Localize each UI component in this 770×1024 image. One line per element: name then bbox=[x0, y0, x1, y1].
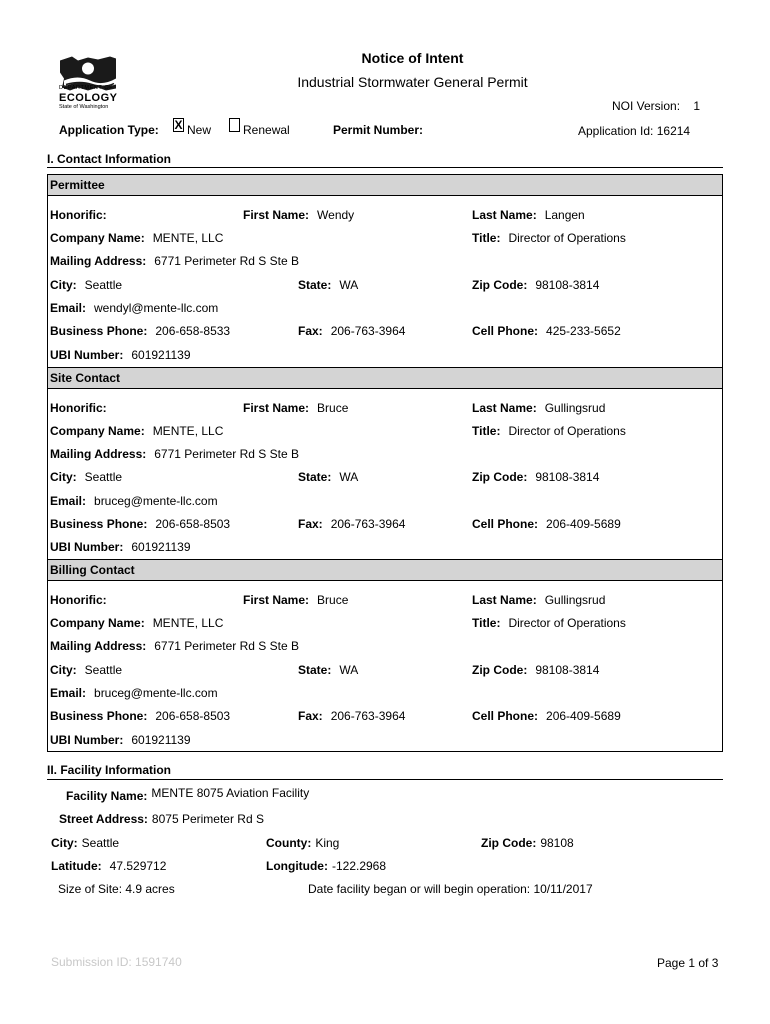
site-city-value: Seattle bbox=[84, 470, 123, 484]
billing-email bbox=[50, 686, 218, 700]
site-zip bbox=[472, 470, 599, 484]
permittee-last-name bbox=[472, 208, 585, 222]
permittee-fax bbox=[298, 324, 405, 338]
billing-state-value: WA bbox=[339, 663, 359, 677]
facility-zip-label: Zip Code: bbox=[481, 836, 537, 850]
billing-fax bbox=[298, 709, 405, 723]
site-email-value: bruceg@mente-llc.com bbox=[94, 494, 218, 508]
site-title-value: Director of Operations bbox=[508, 424, 626, 438]
size-of-site: Size of Site: 4.9 acres bbox=[58, 882, 175, 896]
permittee-company-value: MENTE, LLC bbox=[152, 231, 224, 245]
site-company-value: MENTE, LLC bbox=[152, 424, 224, 438]
permittee-mailing-address-value: 6771 Perimeter Rd S Ste B bbox=[154, 254, 299, 268]
page-title: Notice of Intent bbox=[361, 50, 464, 66]
site-last-name bbox=[472, 401, 605, 415]
email-label: Email: bbox=[50, 301, 87, 315]
city-label: City: bbox=[50, 663, 77, 677]
cell-phone-label: Cell Phone: bbox=[472, 324, 539, 338]
billing-first-name bbox=[243, 593, 348, 607]
agency-ecology: ECOLOGY bbox=[59, 91, 118, 104]
site-state-value: WA bbox=[339, 470, 359, 484]
honorific-label: Honorific: bbox=[50, 208, 107, 222]
title-label: Title: bbox=[472, 424, 501, 438]
permittee-business-phone-value: 206-658-8533 bbox=[155, 324, 231, 338]
billing-first-name-value: Bruce bbox=[317, 593, 349, 607]
first-name-label: First Name: bbox=[243, 401, 310, 415]
application-type-label: Application Type: bbox=[59, 123, 159, 137]
page-number: Page 1 of 3 bbox=[657, 956, 719, 970]
billing-ubi bbox=[50, 733, 191, 747]
billing-title bbox=[472, 616, 626, 630]
facility-longitude bbox=[266, 859, 386, 873]
zip-code-label: Zip Code: bbox=[472, 470, 528, 484]
agency-state: State of Washington bbox=[59, 103, 109, 110]
billing-zip bbox=[472, 663, 599, 677]
site-fax-value: 206-763-3964 bbox=[330, 517, 406, 531]
county-value: King bbox=[315, 836, 340, 850]
new-checkbox[interactable]: X bbox=[174, 118, 183, 132]
business-phone-label: Business Phone: bbox=[50, 324, 148, 338]
billing-honorific-value bbox=[107, 593, 115, 607]
renewal-label: Renewal bbox=[243, 123, 290, 137]
business-phone-label: Business Phone: bbox=[50, 517, 148, 531]
latitude-value: 47.529712 bbox=[109, 859, 167, 873]
site-mailing-address-value: 6771 Perimeter Rd S Ste B bbox=[154, 447, 299, 461]
billing-cell-phone-value: 206-409-5689 bbox=[546, 709, 621, 723]
site-business-phone-value: 206-658-8503 bbox=[155, 517, 231, 531]
new-label: New bbox=[187, 123, 212, 137]
facility-name-label: Facility Name: bbox=[66, 789, 148, 803]
site-honorific bbox=[50, 401, 115, 415]
permittee-title bbox=[472, 231, 626, 245]
site-email bbox=[50, 494, 218, 508]
cell-phone-label: Cell Phone: bbox=[472, 709, 539, 723]
billing-fax-value: 206-763-3964 bbox=[330, 709, 406, 723]
city-label: City: bbox=[50, 470, 77, 484]
permittee-business-phone bbox=[50, 324, 230, 338]
permittee-zip bbox=[472, 278, 599, 292]
cell-phone-label: Cell Phone: bbox=[472, 517, 539, 531]
mailing-address-label: Mailing Address: bbox=[50, 254, 147, 268]
street-address-value: 8075 Perimeter Rd S bbox=[151, 812, 264, 826]
last-name-label: Last Name: bbox=[472, 208, 537, 222]
permittee-city bbox=[50, 278, 122, 292]
contact-section-rule bbox=[47, 167, 723, 168]
billing-cell-phone bbox=[472, 709, 621, 723]
billing-zip-value: 98108-3814 bbox=[535, 663, 600, 677]
longitude-label: Longitude: bbox=[266, 859, 328, 873]
facility-city-value: Seattle bbox=[81, 836, 120, 850]
billing-business-phone-value: 206-658-8503 bbox=[155, 709, 231, 723]
facility-zip-value: 98108 bbox=[540, 836, 574, 850]
site-business-phone bbox=[50, 517, 230, 531]
permittee-first-name-value: Wendy bbox=[317, 208, 355, 222]
ubi-number-label: UBI Number: bbox=[50, 540, 124, 554]
facility-name-value: MENTE 8075 Aviation Facility bbox=[151, 786, 310, 800]
page-subtitle: Industrial Stormwater General Permit bbox=[297, 74, 528, 90]
renewal-checkbox[interactable] bbox=[229, 118, 240, 132]
first-name-label: First Name: bbox=[243, 593, 310, 607]
submission-id: Submission ID: 1591740 bbox=[51, 955, 182, 969]
permittee-ubi-value: 601921139 bbox=[131, 348, 191, 362]
permittee-mailing-address bbox=[50, 254, 299, 268]
zip-code-label: Zip Code: bbox=[472, 663, 528, 677]
site-cell-phone-value: 206-409-5689 bbox=[546, 517, 621, 531]
application-id-label: Application Id: bbox=[578, 124, 654, 138]
noi-version-value: 1 bbox=[693, 99, 701, 113]
fax-label: Fax: bbox=[298, 709, 323, 723]
billing-ubi-value: 601921139 bbox=[131, 733, 191, 747]
title-label: Title: bbox=[472, 616, 501, 630]
city-label: City: bbox=[50, 278, 77, 292]
facility-section-title: II. Facility Information bbox=[47, 763, 172, 777]
site-first-name bbox=[243, 401, 348, 415]
fax-label: Fax: bbox=[298, 324, 323, 338]
permittee-honorific bbox=[50, 208, 115, 222]
billing-city-value: Seattle bbox=[84, 663, 123, 677]
latitude-label: Latitude: bbox=[51, 859, 102, 873]
zip-code-label: Zip Code: bbox=[472, 278, 528, 292]
date-began-operation: Date facility began or will begin operation: 10/11/2017 bbox=[308, 882, 593, 896]
site-last-name-value: Gullingsrud bbox=[544, 401, 606, 415]
fax-label: Fax: bbox=[298, 517, 323, 531]
site-fax bbox=[298, 517, 405, 531]
site-cell-phone bbox=[472, 517, 621, 531]
state-label: State: bbox=[298, 663, 332, 677]
site-contact-heading: Site Contact bbox=[48, 367, 722, 389]
site-city bbox=[50, 470, 122, 484]
permittee-honorific-value bbox=[107, 208, 115, 222]
agency-department: DEPARTMENT OF bbox=[59, 85, 114, 91]
permittee-zip-value: 98108-3814 bbox=[535, 278, 600, 292]
facility-latitude bbox=[51, 859, 166, 873]
permittee-last-name-value: Langen bbox=[544, 208, 585, 222]
site-state bbox=[298, 470, 358, 484]
billing-title-value: Director of Operations bbox=[508, 616, 626, 630]
facility-city bbox=[51, 836, 119, 850]
honorific-label: Honorific: bbox=[50, 593, 107, 607]
permit-number-label: Permit Number: bbox=[333, 123, 424, 137]
facility-section-rule bbox=[47, 779, 723, 780]
email-label: Email: bbox=[50, 686, 87, 700]
mailing-address-label: Mailing Address: bbox=[50, 639, 147, 653]
first-name-label: First Name: bbox=[243, 208, 310, 222]
permittee-title-value: Director of Operations bbox=[508, 231, 626, 245]
site-company bbox=[50, 424, 223, 438]
site-title bbox=[472, 424, 626, 438]
permittee-state-value: WA bbox=[339, 278, 359, 292]
company-name-label: Company Name: bbox=[50, 424, 145, 438]
ubi-number-label: UBI Number: bbox=[50, 733, 124, 747]
site-ubi bbox=[50, 540, 191, 554]
billing-mailing-address bbox=[50, 639, 299, 653]
billing-last-name bbox=[472, 593, 605, 607]
street-address-label: Street Address: bbox=[59, 812, 148, 826]
facility-city-label: City: bbox=[51, 836, 78, 850]
facility-zip bbox=[481, 836, 574, 850]
ubi-number-label: UBI Number: bbox=[50, 348, 124, 362]
company-name-label: Company Name: bbox=[50, 616, 145, 630]
billing-company-value: MENTE, LLC bbox=[152, 616, 224, 630]
contact-section-title: I. Contact Information bbox=[47, 152, 171, 166]
state-label: State: bbox=[298, 278, 332, 292]
site-ubi-value: 601921139 bbox=[131, 540, 191, 554]
application-id-value: 16214 bbox=[656, 124, 691, 138]
permittee-email-value: wendyl@mente-llc.com bbox=[94, 301, 219, 315]
permittee-cell-phone-value: 425-233-5652 bbox=[546, 324, 621, 338]
billing-last-name-value: Gullingsrud bbox=[544, 593, 606, 607]
site-honorific-value bbox=[107, 401, 115, 415]
billing-state bbox=[298, 663, 358, 677]
permittee-cell-phone bbox=[472, 324, 621, 338]
mailing-address-label: Mailing Address: bbox=[50, 447, 147, 461]
billing-mailing-address-value: 6771 Perimeter Rd S Ste B bbox=[154, 639, 299, 653]
billing-business-phone bbox=[50, 709, 230, 723]
site-first-name-value: Bruce bbox=[317, 401, 349, 415]
permittee-email bbox=[50, 301, 218, 315]
application-id bbox=[578, 124, 690, 138]
permittee-fax-value: 206-763-3964 bbox=[330, 324, 406, 338]
billing-email-value: bruceg@mente-llc.com bbox=[94, 686, 218, 700]
title-label: Title: bbox=[472, 231, 501, 245]
permittee-ubi bbox=[50, 348, 191, 362]
billing-company bbox=[50, 616, 223, 630]
permittee-heading: Permittee bbox=[48, 174, 722, 196]
honorific-label: Honorific: bbox=[50, 401, 107, 415]
noi-version bbox=[612, 99, 700, 113]
site-mailing-address bbox=[50, 447, 299, 461]
permittee-state bbox=[298, 278, 358, 292]
business-phone-label: Business Phone: bbox=[50, 709, 148, 723]
noi-version-label: NOI Version: bbox=[612, 99, 681, 113]
last-name-label: Last Name: bbox=[472, 593, 537, 607]
facility-street-address bbox=[59, 812, 264, 826]
billing-city bbox=[50, 663, 122, 677]
longitude-value: -122.2968 bbox=[331, 859, 387, 873]
company-name-label: Company Name: bbox=[50, 231, 145, 245]
facility-name bbox=[66, 786, 310, 803]
site-zip-value: 98108-3814 bbox=[535, 470, 600, 484]
billing-honorific bbox=[50, 593, 115, 607]
county-label: County: bbox=[266, 836, 312, 850]
billing-contact-heading: Billing Contact bbox=[48, 559, 722, 581]
permittee-first-name bbox=[243, 208, 354, 222]
state-label: State: bbox=[298, 470, 332, 484]
last-name-label: Last Name: bbox=[472, 401, 537, 415]
email-label: Email: bbox=[50, 494, 87, 508]
permittee-company bbox=[50, 231, 223, 245]
permittee-city-value: Seattle bbox=[84, 278, 123, 292]
facility-county bbox=[266, 836, 339, 850]
